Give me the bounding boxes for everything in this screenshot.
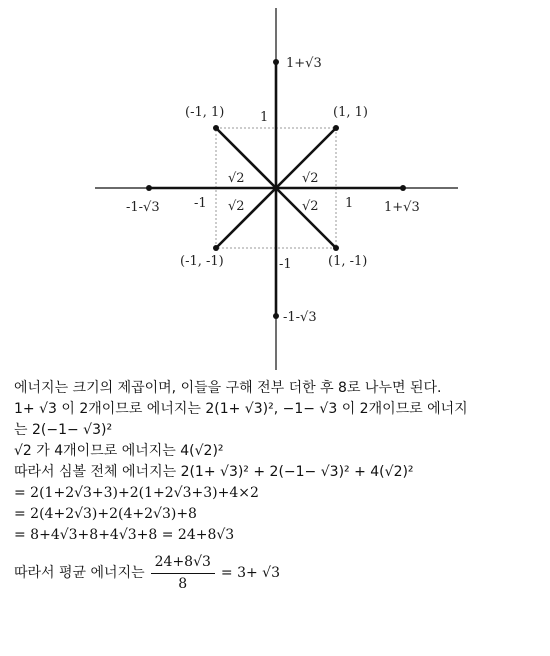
average-fraction <box>151 552 215 595</box>
average-energy-label: 따라서 평균 에너지는 <box>14 565 145 581</box>
label-ur: (1, 1) <box>333 105 368 120</box>
solution-line-2: 1+ √3 이 2개이므로 에너지는 2(1+ √3)², −1− √3 이 2개이므로 에너지 <box>14 401 468 417</box>
point-left <box>146 185 152 191</box>
label-top: 1+√3 <box>286 56 322 71</box>
label-bottom: -1-√3 <box>283 310 317 325</box>
solution-line-6: = 2(1+2√3+3)+2(1+2√3+3)+4×2 <box>14 485 259 501</box>
vector-lr <box>276 188 336 248</box>
label-sqrt2-ur: √2 <box>302 171 319 186</box>
label-lr: (1, -1) <box>328 254 368 269</box>
label-right: 1+√3 <box>384 200 420 215</box>
label-sqrt2-ul: √2 <box>228 171 245 186</box>
solution-line-5: 따라서 심볼 전체 에너지는 2(1+ √3)² + 2(−1− √3)² + 4(√2)² <box>14 464 414 480</box>
point-ul <box>213 125 219 131</box>
solution-text <box>14 378 544 595</box>
fraction-result: = 3+ √3 <box>220 565 281 581</box>
vector-ll <box>216 188 276 248</box>
label-left: -1-√3 <box>126 200 160 215</box>
fraction-denominator: 8 <box>178 576 188 592</box>
label-ll: (-1, -1) <box>180 254 224 269</box>
fraction-numerator: 24+8√3 <box>151 552 215 574</box>
label-one-right: 1 <box>345 196 354 211</box>
label-sqrt2-lr: √2 <box>302 199 319 214</box>
solution-line-9 <box>14 552 544 595</box>
point-lr <box>333 245 339 251</box>
solution-line-1: 에너지는 크기의 제곱이며, 이들을 구해 전부 더한 후 8로 나누면 된다. <box>14 380 442 396</box>
vector-ul <box>216 128 276 188</box>
label-neg-one-bottom: -1 <box>279 257 292 272</box>
solution-line-4: √2 가 4개이므로 에너지는 4(√2)² <box>14 443 224 459</box>
point-ur <box>333 125 339 131</box>
label-ul: (-1, 1) <box>185 105 225 120</box>
label-one-top: 1 <box>260 110 269 125</box>
solution-line-3: 는 2(−1− √3)² <box>14 422 113 438</box>
point-bottom <box>273 313 279 319</box>
point-right <box>400 185 406 191</box>
point-ll <box>213 245 219 251</box>
label-neg-one-left: -1 <box>194 196 207 211</box>
point-top <box>273 59 279 65</box>
solution-line-7: = 2(4+2√3)+2(4+2√3)+8 <box>14 506 197 522</box>
label-sqrt2-ll: √2 <box>228 199 245 214</box>
solution-line-8: = 8+4√3+8+4√3+8 = 24+8√3 <box>14 527 235 543</box>
